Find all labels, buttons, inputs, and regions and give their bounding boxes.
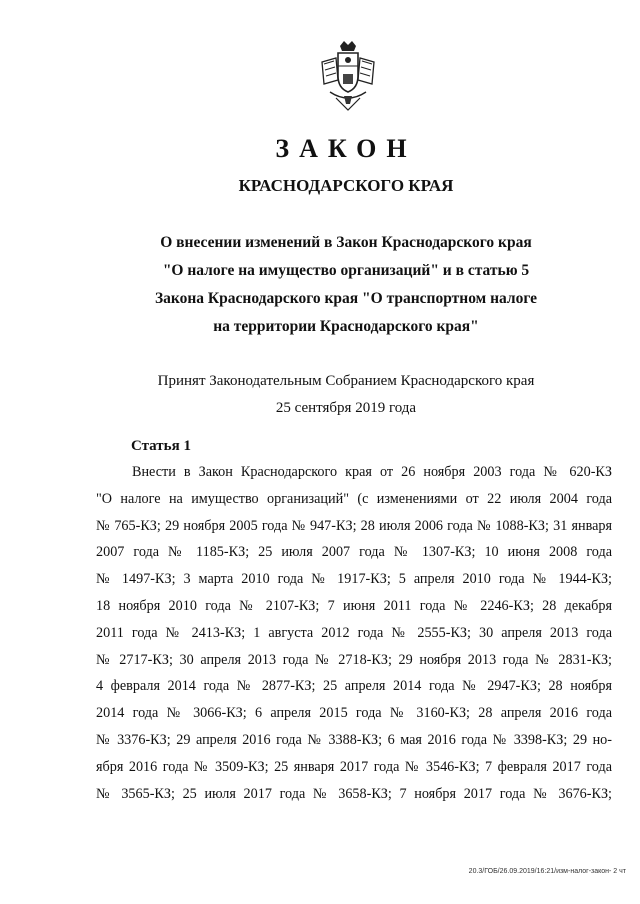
body-line: № 765-КЗ; 29 ноября 2005 года № 947-КЗ; 28 июля 2006 года № 1088-КЗ; 31 января [96,517,612,534]
body-line: № 3565-КЗ; 25 июля 2017 года № 3658-КЗ; 7 ноября 2017 года № 3676-КЗ; [96,785,612,802]
body-line: 2007 года № 1185-КЗ; 25 июля 2007 года № 1307-КЗ; 10 июня 2008 года [96,544,612,561]
document-code: 20.3/ГОБ/26.09.2019/16:21/изм-налог-закон- 2 чт [468,868,626,875]
body-line: 18 ноября 2010 года № 2107-КЗ; 7 июня 2011 года № 2246-КЗ; 28 декабря [96,597,612,614]
heading-line: Закона Краснодарского края "О транспортном налоге [154,290,538,307]
law-heading [0,229,640,341]
adoption-date: 25 сентября 2019 года [275,400,417,416]
body-line: № 3376-КЗ; 29 апреля 2016 года № 3388-КЗ; 6 мая 2016 года № 3398-КЗ; 29 но- [96,731,612,748]
adoption-note [0,368,640,422]
body-line: № 2717-КЗ; 30 апреля 2013 года № 2718-КЗ; 29 ноября 2013 года № 2831-КЗ; [96,651,612,668]
body-line: Внести в Закон Краснодарского края от 26 ноября 2003 года № 620-КЗ [132,464,612,480]
article-body [96,459,612,807]
heading-line: "О налоге на имущество организаций" и в статью 5 [162,262,530,279]
law-title: ЗАКОН [275,134,417,163]
body-line: 2014 года № 3066-КЗ; 6 апреля 2015 года № 3160-КЗ; 28 апреля 2016 года [96,705,612,722]
body-line: "О налоге на имущество организаций" (с изменениями от 22 июля 2004 года [96,490,612,507]
article-title: Статья 1 [131,438,191,454]
body-line: ября 2016 года № 3509-КЗ; 25 января 2017 года № 3546-КЗ; 7 февраля 2017 года [96,758,612,775]
krasnodar-coat-of-arms-icon [316,40,380,112]
body-line: № 1497-КЗ; 3 марта 2010 года № 1917-КЗ; 5 апреля 2010 года № 1944-КЗ; [96,571,612,588]
body-line: 2011 года № 2413-КЗ; 1 августа 2012 года № 2555-КЗ; 30 апреля 2013 года [96,624,612,641]
adoption-line: Принят Законодательным Собранием Краснодарского края [157,373,535,389]
heading-line: на территории Краснодарского края" [213,318,479,335]
body-line: 4 февраля 2014 года № 2877-КЗ; 25 апреля 2014 года № 2947-КЗ; 28 ноября [96,678,612,695]
region-title: КРАСНОДАРСКОГО КРАЯ [238,176,454,195]
heading-line: О внесении изменений в Закон Краснодарского края [160,234,532,251]
